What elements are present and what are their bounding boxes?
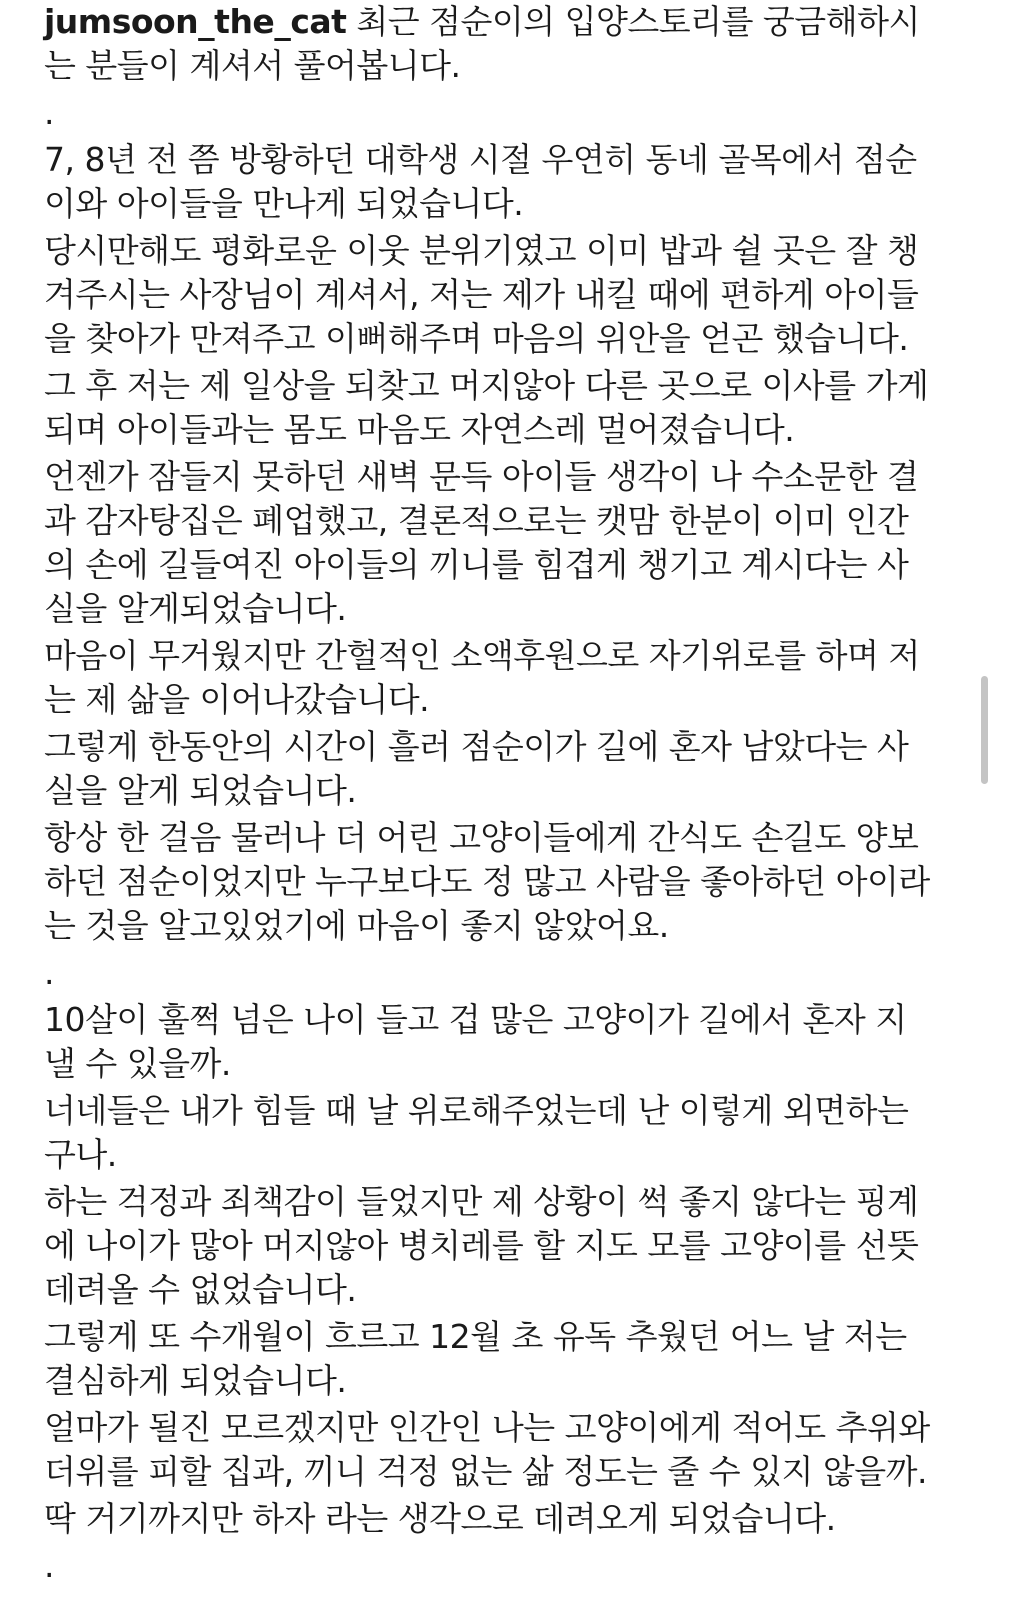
caption-separator: [44, 951, 964, 995]
caption-line: 더위를 피할 집과, 끼니 걱정 없는 삶 정도는 줄 수 있지 않을까.: [44, 1452, 927, 1491]
caption-separator: [44, 91, 964, 135]
caption-paragraph: [44, 138, 964, 226]
caption-line: 에 나이가 많아 머지않아 병치레를 할 지도 모를 고양이를 선뜻: [44, 1226, 919, 1265]
caption-line: 10살이 훌쩍 넘은 나이 들고 겁 많은 고양이가 길에서 혼자 지: [44, 1000, 907, 1039]
caption-line: 마음이 무거웠지만 간헐적인 소액후원으로 자기위로를 하며 저: [44, 636, 920, 675]
caption-paragraph: [44, 634, 964, 722]
caption-paragraph: [44, 816, 964, 948]
caption-paragraph: [44, 998, 964, 1086]
caption-line: 과 감자탕집은 폐업했고, 결론적으로는 캣맘 한분이 이미 인간: [44, 501, 909, 540]
caption-line: 너네들은 내가 힘들 때 날 위로해주었는데 난 이렇게 외면하는: [44, 1091, 909, 1130]
caption-paragraph: [44, 455, 964, 631]
caption-line: 는 것을 알고있었기에 마음이 좋지 않았어요.: [44, 906, 669, 945]
caption-paragraph: [44, 1315, 964, 1403]
caption-line: 그 후 저는 제 일상을 되찾고 머지않아 다른 곳으로 이사를 가게: [44, 366, 929, 405]
caption-separator: [44, 1544, 964, 1588]
username-link[interactable]: jumsoon_the_cat: [44, 2, 347, 41]
post-caption: [44, 0, 964, 1590]
caption-line: 7, 8년 전 쯤 방황하던 대학생 시절 우연히 동네 골목에서 점순: [44, 140, 917, 179]
caption-line: 그렇게 또 수개월이 흐르고 12월 초 유독 추웠던 어느 날 저는: [44, 1317, 907, 1356]
caption-line: 하던 점순이었지만 누구보다도 정 많고 사람을 좋아하던 아이라: [44, 862, 930, 901]
caption-line: 얼마가 될진 모르겠지만 인간인 나는 고양이에게 적어도 추위와: [44, 1408, 930, 1447]
scrollbar-thumb[interactable]: [981, 676, 988, 784]
caption-line: 이와 아이들을 만나게 되었습니다.: [44, 184, 524, 223]
caption-paragraph: [44, 725, 964, 813]
caption-line: [44, 0, 964, 44]
caption-paragraph: [44, 1180, 964, 1312]
caption-line: 그렇게 한동안의 시간이 흘러 점순이가 길에 혼자 남았다는 사: [44, 727, 909, 766]
caption-line: 실을 알게 되었습니다.: [44, 771, 357, 810]
caption-line: 되며 아이들과는 몸도 마음도 자연스레 멀어졌습니다.: [44, 410, 795, 449]
caption-line: .: [44, 1546, 54, 1585]
caption-paragraph: [44, 1089, 964, 1177]
caption-line: 구나.: [44, 1135, 117, 1174]
caption-line: 을 찾아가 만져주고 이뻐해주며 마음의 위안을 얻곤 했습니다.: [44, 319, 909, 358]
caption-line: .: [44, 953, 54, 992]
caption-line: 실을 알게되었습니다.: [44, 589, 347, 628]
caption-paragraph: [44, 229, 964, 361]
caption-line: 딱 거기까지만 하자 라는 생각으로 데려오게 되었습니다.: [44, 1499, 836, 1538]
caption-line: 는 분들이 계셔서 풀어봅니다.: [44, 46, 461, 85]
caption-line: 당시만해도 평화로운 이웃 분위기였고 이미 밥과 쉴 곳은 잘 챙: [44, 231, 919, 270]
caption-line: 낼 수 있을까.: [44, 1044, 231, 1083]
caption-paragraph: [44, 1406, 964, 1494]
caption-line: 의 손에 길들여진 아이들의 끼니를 힘겹게 챙기고 계시다는 사: [44, 545, 909, 584]
caption-line: 하는 걱정과 죄책감이 들었지만 제 상황이 썩 좋지 않다는 핑계: [44, 1182, 919, 1221]
caption-line: 언젠가 잠들지 못하던 새벽 문득 아이들 생각이 나 수소문한 결: [44, 457, 919, 496]
caption-paragraph: [44, 1497, 964, 1541]
caption-line: .: [44, 93, 54, 132]
caption-line: 항상 한 걸음 물러나 더 어린 고양이들에게 간식도 손길도 양보: [44, 818, 919, 857]
caption-line: 겨주시는 사장님이 계셔서, 저는 제가 내킬 때에 편하게 아이들: [44, 275, 919, 314]
caption-line: 데려올 수 없었습니다.: [44, 1270, 357, 1309]
caption-text: 최근 점순이의 입양스토리를 궁금해하시: [346, 2, 920, 41]
caption-line: 는 제 삶을 이어나갔습니다.: [44, 680, 430, 719]
caption-paragraph: [44, 364, 964, 452]
caption-paragraph: [44, 0, 964, 88]
caption-line: 결심하게 되었습니다.: [44, 1361, 347, 1400]
